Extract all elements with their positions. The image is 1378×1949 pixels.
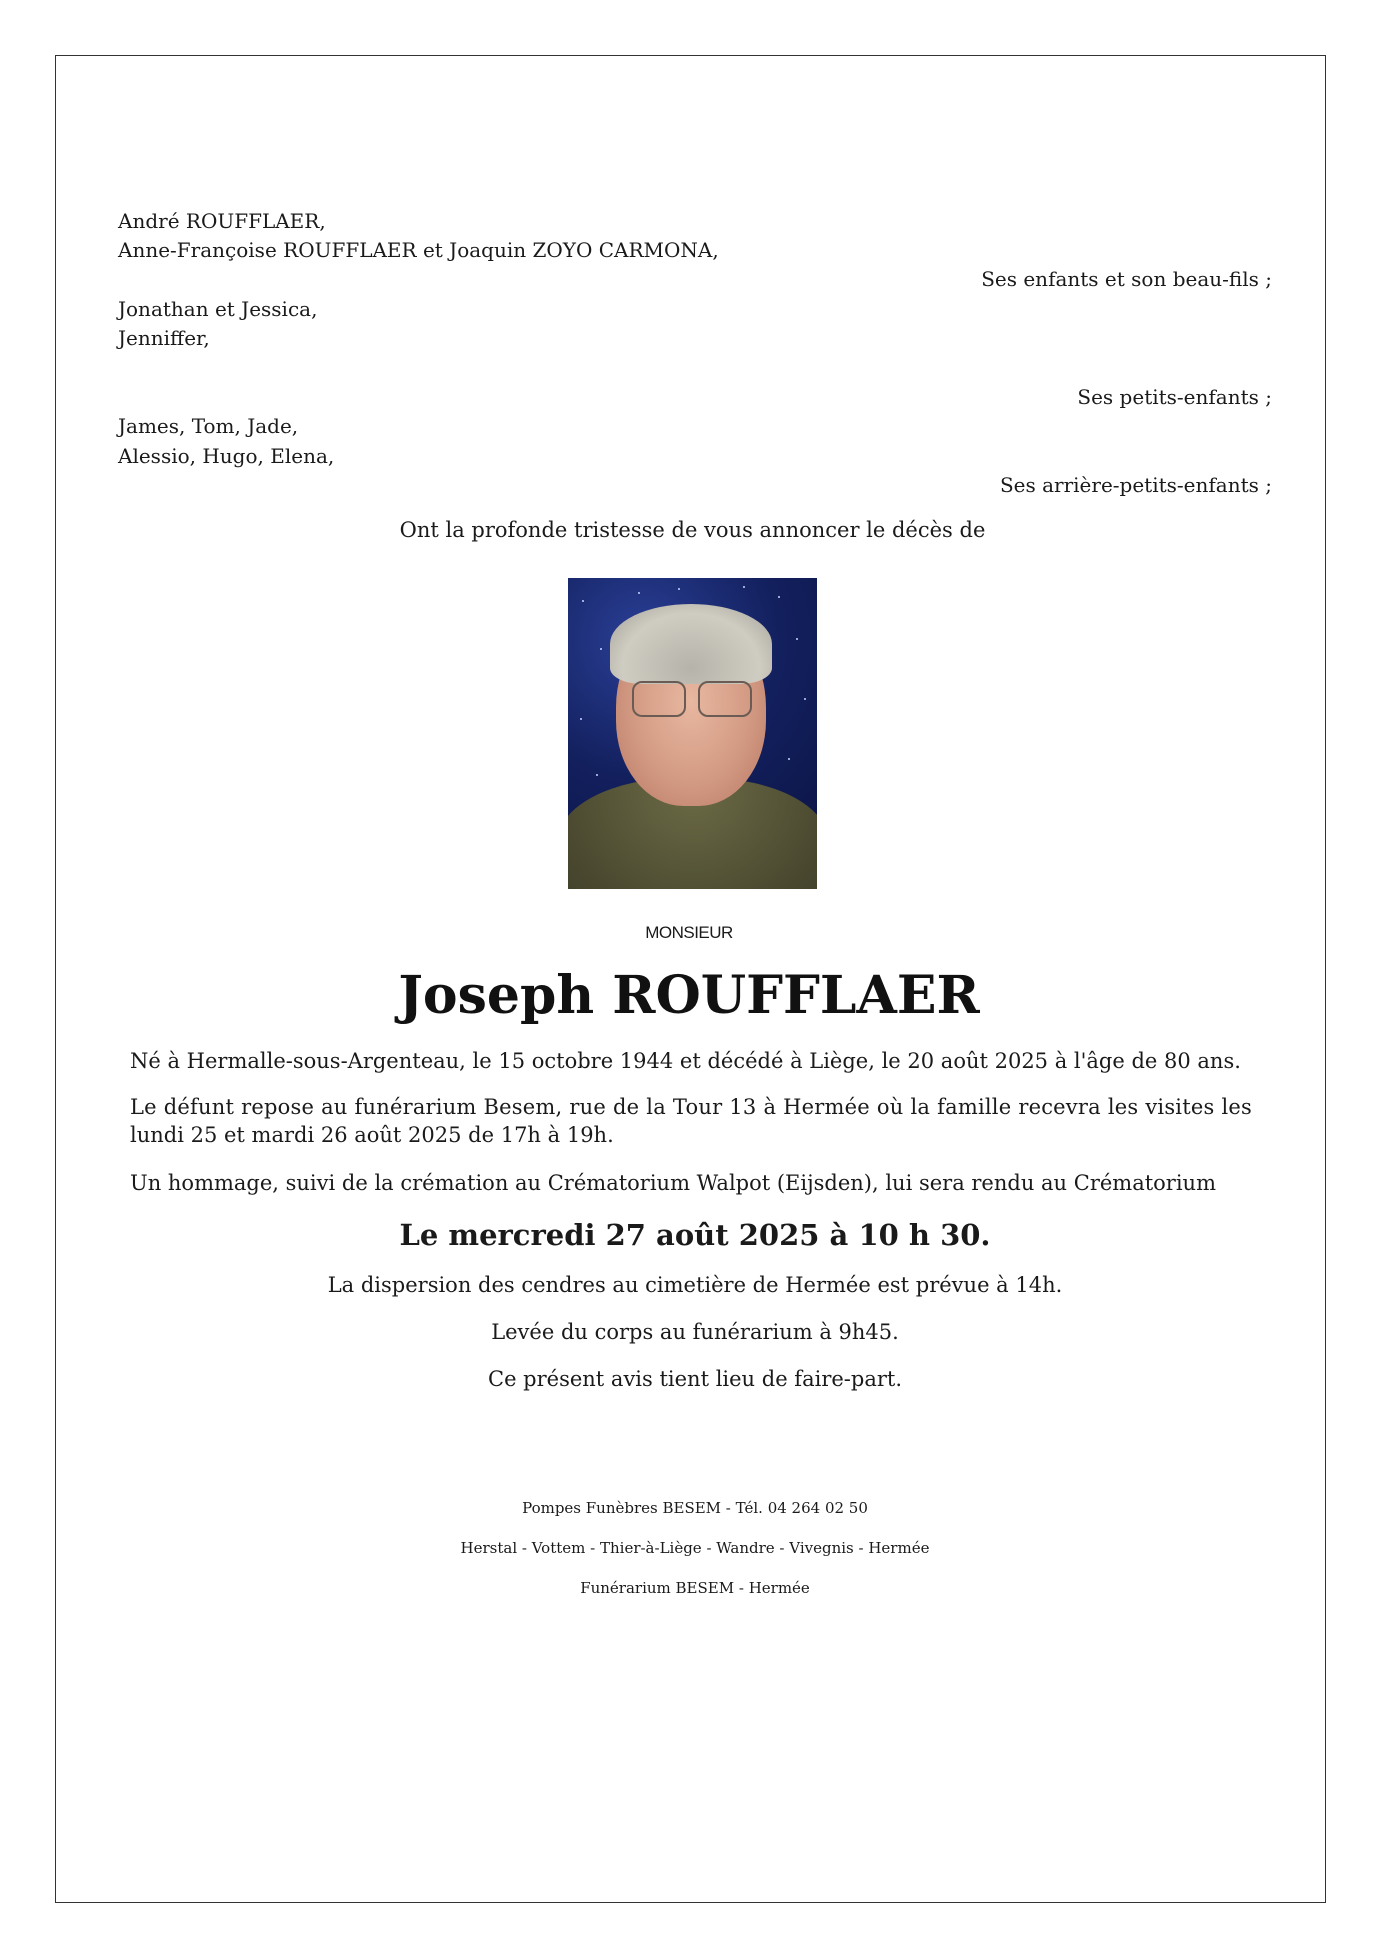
portrait-photo <box>568 578 817 889</box>
visit-text-line-1: Le défunt repose au funérarium Besem, rue de la Tour 13 à Hermée où la famille recevra les visites les <box>130 1095 1252 1119</box>
grandchild-line-1: Jonathan et Jessica, <box>118 297 318 321</box>
footer-locations: Herstal - Vottem - Thier-à-Liège - Wandre - Vivegnis - Hermée <box>460 1539 930 1557</box>
deceased-name: Joseph ROUFFLAER <box>398 965 980 1026</box>
footer-funerarium: Funérarium BESEM - Hermée <box>580 1579 810 1597</box>
birth-death-text: Né à Hermalle-sous-Argenteau, le 15 octobre 1944 et décédé à Liège, le 20 août 2025 à l'âge de 80 ans. <box>130 1049 1241 1073</box>
child-line-1: André ROUFFLAER, <box>118 209 326 233</box>
visit-text-line-2: lundi 25 et mardi 26 août 2025 de 17h à 19h. <box>130 1123 614 1147</box>
tribute-text: Un hommage, suivi de la crémation au Crématorium Walpot (Eijsden), lui sera rendu au Crématorium <box>130 1171 1216 1195</box>
great-grandchildren-caption: Ses arrière-petits-enfants ; <box>999 473 1272 497</box>
great-grandchild-line-2: Alessio, Hugo, Elena, <box>118 444 335 468</box>
announcement: Ont la profonde tristesse de vous annoncer le décès de <box>399 518 986 542</box>
notice-text: Ce présent avis tient lieu de faire-part. <box>488 1367 902 1391</box>
great-grandchild-line-1: James, Tom, Jade, <box>118 414 299 438</box>
ashes-text: La dispersion des cendres au cimetière de Hermée est prévue à 14h. <box>327 1273 1063 1297</box>
footer-company: Pompes Funèbres BESEM - Tél. 04 264 02 50 <box>522 1499 868 1517</box>
child-line-2: Anne-Françoise ROUFFLAER et Joaquin ZOYO CARMONA, <box>118 238 719 262</box>
grandchildren-caption: Ses petits-enfants ; <box>1077 385 1272 409</box>
ceremony-date: Le mercredi 27 août 2025 à 10 h 30. <box>399 1218 991 1252</box>
children-caption: Ses enfants et son beau-fils ; <box>981 267 1272 291</box>
deceased-title: MONSIEUR <box>645 923 733 942</box>
levee-text: Levée du corps au funérarium à 9h45. <box>491 1320 899 1344</box>
grandchild-line-2: Jenniffer, <box>118 326 210 350</box>
